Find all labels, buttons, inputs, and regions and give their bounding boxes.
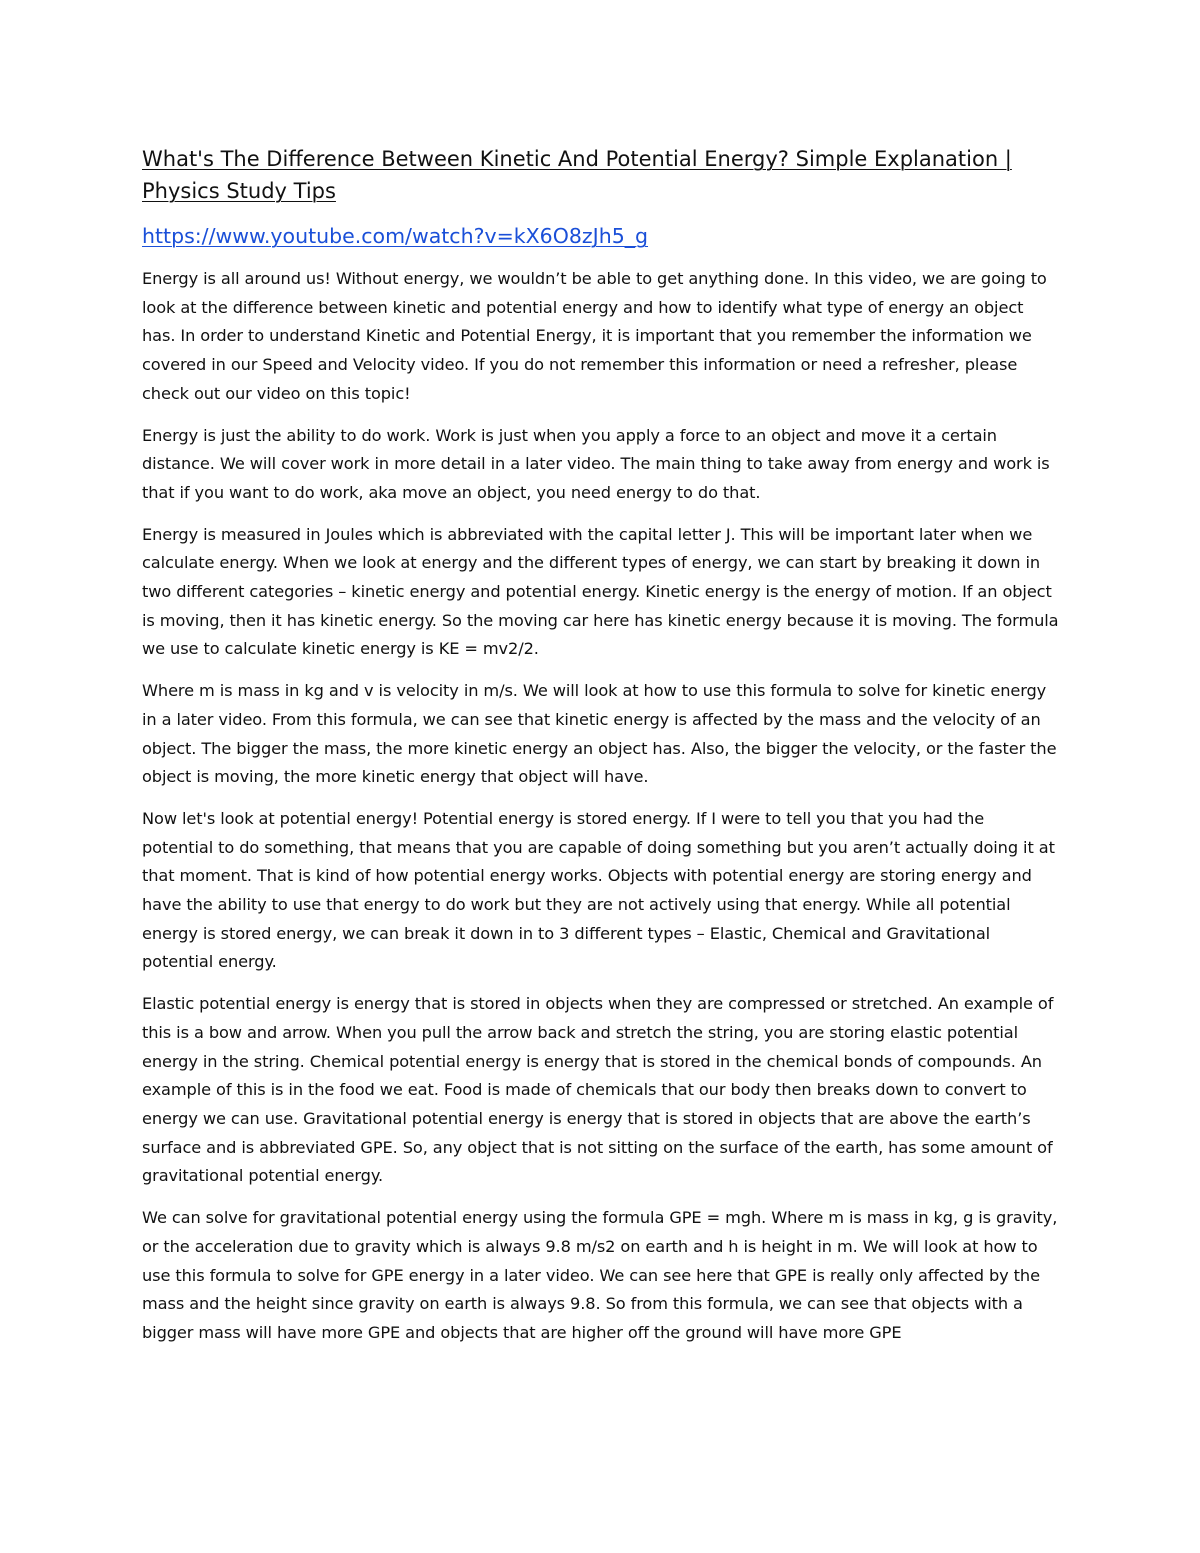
- video-link[interactable]: https://www.youtube.com/watch?v=kX6O8zJh5_g: [142, 224, 649, 248]
- document-content: [142, 143, 1060, 1361]
- paragraph-gpe-formula: We can solve for gravitational potential energy using the formula GPE = mgh. Where m is mass in kg, g is gravity, or the acceleration due to gravity which is always 9.8 m/s2 on earth and h is height in m. We will look at how to use this formula to solve for GPE energy in a later video. We can see here that GPE is really only affected by the mass and the height since gravity on earth is always 9.8. So from this formula, we can see that objects with a bigger mass will have more GPE and objects that are higher off the ground will have more GPE: [142, 1208, 1058, 1342]
- document-body: [142, 265, 1060, 1348]
- paragraph-intro: Energy is all around us! Without energy, we wouldn’t be able to get anything done. In this video, we are going to look at the difference between kinetic and potential energy and how to identify what type of energy an object has. In order to understand Kinetic and Potential Energy, it is important that you remember the information we covered in our Speed and Velocity video. If you do not remember this information or need a refresher, please check out our video on this topic!: [142, 269, 1047, 403]
- document-title: What's The Difference Between Kinetic And Potential Energy? Simple Explanation | Physics Study Tips: [142, 147, 1012, 203]
- paragraph-potential-types: Elastic potential energy is energy that is stored in objects when they are compressed or stretched. An example of this is a bow and arrow. When you pull the arrow back and stretch the string, you are storing elastic potential energy in the string. Chemical potential energy is energy that is stored in the chemical bonds of compounds. An example of this is in the food we eat. Food is made of chemicals that our body then breaks down to convert to energy we can use. Gravitational potential energy is energy that is stored in objects that are above the earth’s surface and is abbreviated GPE. So, any object that is not sitting on the surface of the earth, has some amount of gravitational potential energy.: [142, 994, 1054, 1186]
- paragraph-work: Energy is just the ability to do work. Work is just when you apply a force to an object and move it a certain distance. We will cover work in more detail in a later video. The main thing to take away from energy and work is that if you want to do work, aka move an object, you need energy to do that.: [142, 425, 1050, 502]
- paragraph-potential-energy: Now let's look at potential energy! Potential energy is stored energy. If I were to tell you that you had the potential to do something, that means that you are capable of doing something but you aren’t actually doing it at that moment. That is kind of how potential energy works. Objects with potential energy are storing energy and have the ability to use that energy to do work but they are not actively using that energy. While all potential energy is stored energy, we can break it down in to 3 different types – Elastic, Chemical and Gravitational potential energy.: [142, 808, 1055, 972]
- paragraph-kinetic-formula: Where m is mass in kg and v is velocity in m/s. We will look at how to use this formula to solve for kinetic energy in a later video. From this formula, we can see that kinetic energy is affected by the mass and the velocity of an object. The bigger the mass, the more kinetic energy an object has. Also, the bigger the velocity, or the faster the object is moving, the more kinetic energy that object will have.: [142, 681, 1057, 787]
- paragraph-kinetic-energy: Energy is measured in Joules which is abbreviated with the capital letter J. This will be important later when we calculate energy. When we look at energy and the different types of energy, we can start by breaking it down in two different categories – kinetic energy and potential energy. Kinetic energy is the energy of motion. If an object is moving, then it has kinetic energy. So the moving car here has kinetic energy because it is moving. The formula we use to calculate kinetic energy is KE = mv2/2.: [142, 524, 1059, 659]
